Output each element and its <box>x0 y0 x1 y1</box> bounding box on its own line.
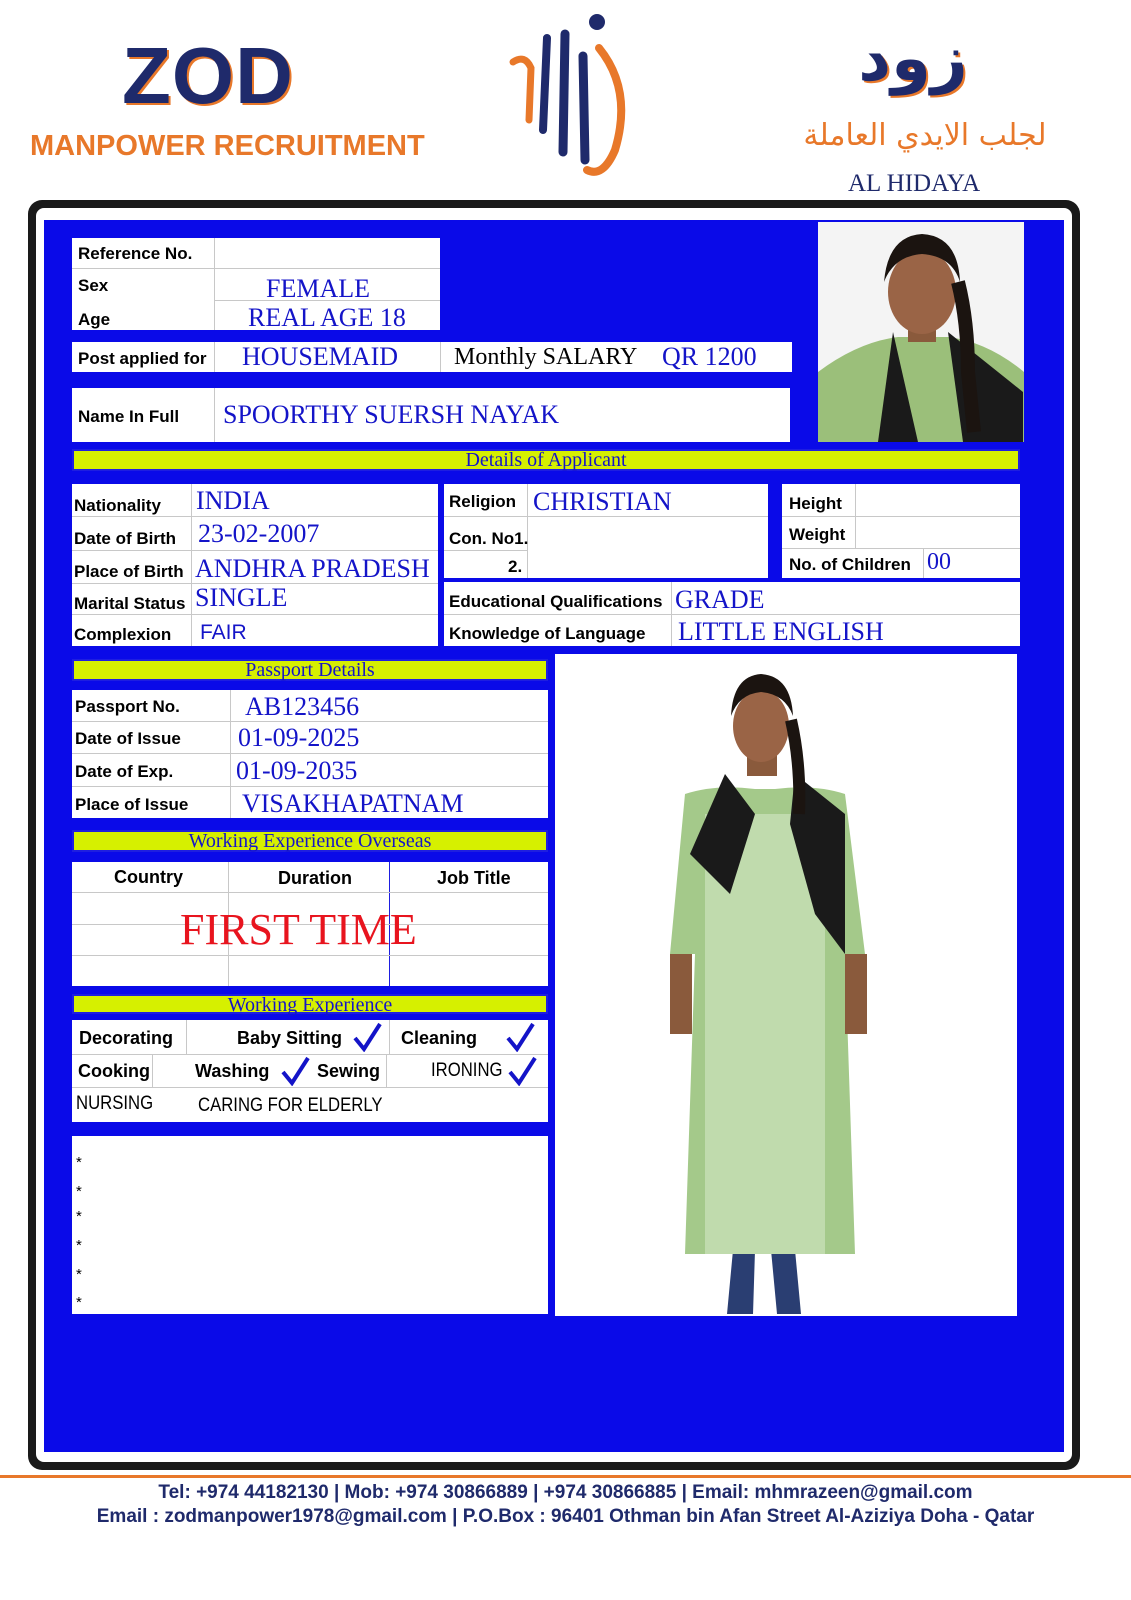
footer-divider <box>0 1475 1131 1478</box>
cleaning-check-icon <box>505 1022 535 1052</box>
expiry-date-label: Date of Exp. <box>75 762 174 781</box>
children-label: No. of Children <box>789 555 911 574</box>
place-of-issue-value: VISAKHAPATNAM <box>242 789 464 818</box>
note-bullet: * <box>76 1294 82 1311</box>
working-experience-bar: Working Experience <box>72 994 548 1014</box>
skill-washing: Washing <box>195 1061 270 1081</box>
skill-caring-elderly: CARING FOR ELDERLY <box>198 1095 383 1116</box>
arabic-brand-name: زود <box>858 22 968 96</box>
skill-sewing: Sewing <box>317 1061 381 1081</box>
complexion-label: Complexion <box>74 625 172 644</box>
skill-cooking: Cooking <box>78 1061 150 1081</box>
passport-details-bar: Passport Details <box>72 659 548 681</box>
company-logo-icon <box>505 10 635 180</box>
issue-date-value: 01-09-2025 <box>238 723 360 752</box>
name-in-full-value: SPOORTHY SUERSH NAYAK <box>223 400 560 429</box>
passport-no-label: Passport No. <box>75 697 180 716</box>
marital-status-label: Marital Status <box>74 594 186 613</box>
pob-label: Place of Birth <box>74 562 184 581</box>
brand-logo-text: ZOD <box>122 31 294 120</box>
height-label: Height <box>789 494 842 513</box>
note-bullet: * <box>76 1183 82 1200</box>
arabic-tagline: لجلب الايدي العاملة <box>803 118 1047 153</box>
religion-label: Religion <box>449 492 517 511</box>
skill-nursing: NURSING <box>76 1093 154 1114</box>
skill-decorating: Decorating <box>79 1028 174 1048</box>
education-label: Educational Qualifications <box>449 592 663 611</box>
language-label: Knowledge of Language <box>449 624 646 643</box>
passport-no-value: AB123456 <box>245 692 360 721</box>
skill-baby-sitting: Baby Sitting <box>237 1028 343 1048</box>
post-applied-value: HOUSEMAID <box>242 342 398 371</box>
skill-cleaning: Cleaning <box>401 1028 478 1048</box>
name-in-full-label: Name In Full <box>78 407 180 426</box>
reference-no-label: Reference No. <box>78 244 193 263</box>
nationality-value: INDIA <box>196 486 270 515</box>
applicant-full-body-photo <box>555 654 1017 1316</box>
post-applied-label: Post applied for <box>78 349 207 368</box>
ironing-check-icon <box>507 1056 537 1086</box>
contact-no1-label: Con. No1. <box>449 529 529 548</box>
children-value: 00 <box>927 549 951 575</box>
note-bullet: * <box>76 1208 82 1225</box>
contact-no2-label: 2. <box>508 557 523 576</box>
monthly-salary-label: Monthly SALARY <box>454 344 638 370</box>
overseas-experience-bar: Working Experience Overseas <box>72 830 548 852</box>
col-country: Country <box>114 867 183 887</box>
details-of-applicant-bar: Details of Applicant <box>72 449 1020 471</box>
washing-check-icon <box>280 1056 310 1086</box>
age-value: REAL AGE 18 <box>248 303 406 332</box>
footer-contact-line1: Tel: +974 44182130 | Mob: +974 30866889 | +974 30866885 | Email: mhmrazeen@gmail.com <box>158 1482 973 1503</box>
dob-label: Date of Birth <box>74 529 176 548</box>
applicant-portrait-photo <box>818 222 1024 442</box>
pob-value: ANDHRA PRADESH <box>195 554 430 583</box>
sex-label: Sex <box>78 276 109 295</box>
place-of-issue-label: Place of Issue <box>75 795 189 814</box>
education-value: GRADE <box>675 585 765 614</box>
al-hidaya-label: AL HIDAYA <box>848 170 981 197</box>
col-job-title: Job Title <box>437 868 511 888</box>
notes-box <box>72 1136 548 1314</box>
first-time-stamp: FIRST TIME <box>180 905 417 954</box>
baby-sitting-check-icon <box>352 1022 382 1052</box>
col-duration: Duration <box>278 868 352 888</box>
weight-label: Weight <box>789 525 846 544</box>
skill-ironing: IRONING <box>431 1060 503 1081</box>
religion-value: CHRISTIAN <box>533 487 672 516</box>
language-value: LITTLE ENGLISH <box>678 617 884 646</box>
footer-contact-line2: Email : zodmanpower1978@gmail.com | P.O.Box : 96401 Othman bin Afan Street Al-Aziziya Doha - Qatar <box>96 1506 1035 1527</box>
sex-value: FEMALE <box>266 274 370 303</box>
monthly-salary-value: QR 1200 <box>662 342 757 371</box>
age-label: Age <box>78 310 111 329</box>
expiry-date-value: 01-09-2035 <box>236 756 358 785</box>
note-bullet: * <box>76 1154 82 1171</box>
note-bullet: * <box>76 1237 82 1254</box>
marital-status-value: SINGLE <box>195 583 288 612</box>
note-bullet: * <box>76 1266 82 1283</box>
brand-tagline: MANPOWER RECRUITMENT <box>30 130 425 162</box>
complexion-value: FAIR <box>200 621 247 644</box>
nationality-label: Nationality <box>74 496 161 515</box>
issue-date-label: Date of Issue <box>75 729 181 748</box>
dob-value: 23-02-2007 <box>198 519 320 548</box>
